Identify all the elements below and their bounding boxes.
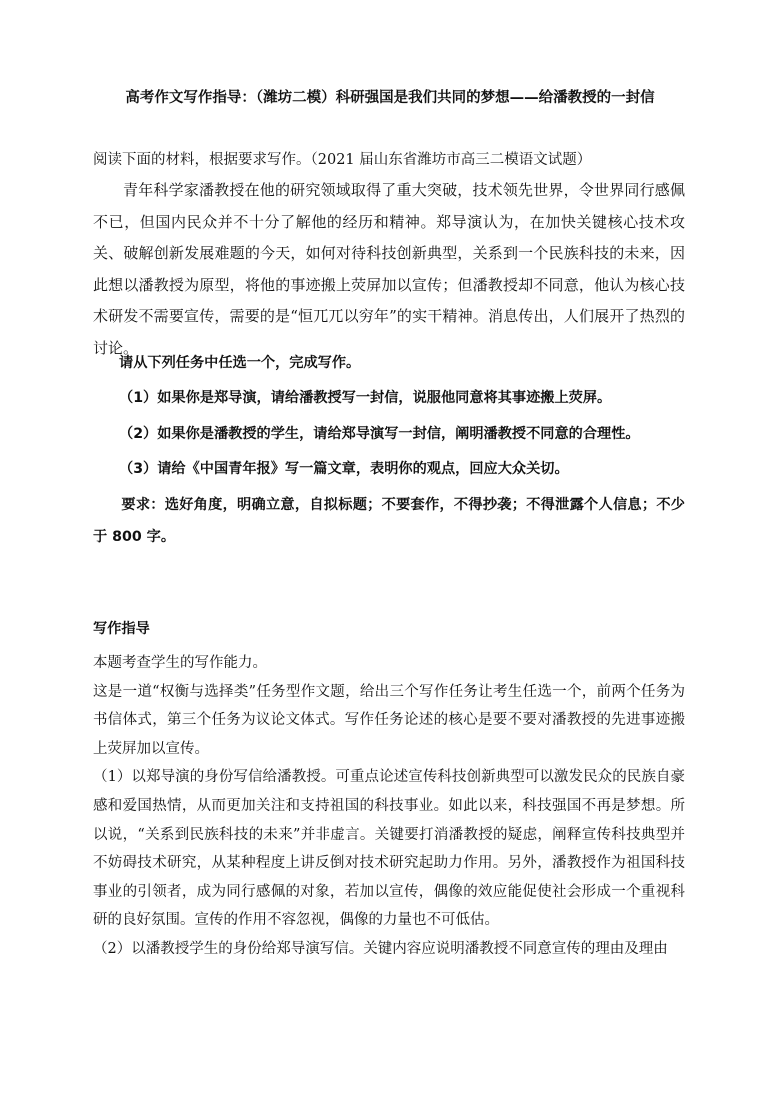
intro-text: 阅读下面的材料，根据要求写作。（2021 届山东省潍坊市高三二模语文试题） xyxy=(93,152,592,168)
material-paragraph: 青年科学家潘教授在他的研究领域取得了重大突破，技术领先世界，令世界同行感佩不已，但国内民众并不十分了解他的经历和精神。郑导演认为，在加快关键核心技术攻关、破解创新发展难题的今天，如何对待科技创新典型，关系到一个民族科技的未来，因此想以潘教授为原型，将他的事迹搬上荧屏加以宣传；但潘教授却不同意，他认为核心技术研发不需要宣传，需要的是“恒兀兀以穷年”的实干精神。消息传出，人们展开了热烈的讨论。 xyxy=(93,181,685,357)
task-item-2: （2）如果你是潘教授的学生，请给郑导演写一封信，阐明潘教授不同意的合理性。 xyxy=(119,426,640,442)
guide-paragraph-2: 这是一道“权衡与选择类”任务型作文题，给出三个写作任务让考生任选一个，前两个任务为书信体式，第三个任务为议论文体式。写作任务论述的核心是要不要对潘教授的先进事迹搬上荧屏加以宣传。 xyxy=(93,683,685,757)
guide-heading: 写作指导 xyxy=(93,621,150,637)
writing-requirement: 要求：选好角度，明确立意，自拟标题；不要套作，不得抄袭；不得泄露个人信息；不少于 800 字。 xyxy=(93,497,685,545)
document-title: 高考作文写作指导：（潍坊二模）科研强国是我们共同的梦想——给潘教授的一封信 xyxy=(125,90,655,106)
task-item-1: （1）如果你是郑导演，请给潘教授写一封信，说服他同意将其事迹搬上荧屏。 xyxy=(119,390,612,406)
guide-section xyxy=(93,649,685,964)
guide-paragraph-4: （2）以潘教授学生的身份给郑导演写信。关键内容应说明潘教授不同意宣传的理由及理由 xyxy=(93,940,668,957)
task-lead: 请从下列任务中任选一个，完成写作。 xyxy=(119,355,361,371)
guide-paragraph-1: 本题考查学生的写作能力。 xyxy=(93,655,267,671)
task-item-3: （3）请给《中国青年报》写一篇文章，表明你的观点，回应大众关切。 xyxy=(119,461,569,477)
guide-paragraph-3: （1）以郑导演的身份写信给潘教授。可重点论述宣传科技创新典型可以激发民众的民族自豪感和爱国热情，从而更加关注和支持祖国的科技事业。如此以来，科技强国不再是梦想。所以说，“关系到民族科技的未来”并非虚言。关键要打消潘教授的疑虑，阐释宣传科技典型并不妨碍技术研究，从某种程度上讲反倒对技术研究起助力作用。另外，潘教授作为祖国科技事业的引领者，成为同行感佩的对象，若加以宣传，偶像的效应能促使社会形成一个重视科研的良好氛围。宣传的作用不容忽视，偶像的力量也不可低估。 xyxy=(93,769,685,929)
